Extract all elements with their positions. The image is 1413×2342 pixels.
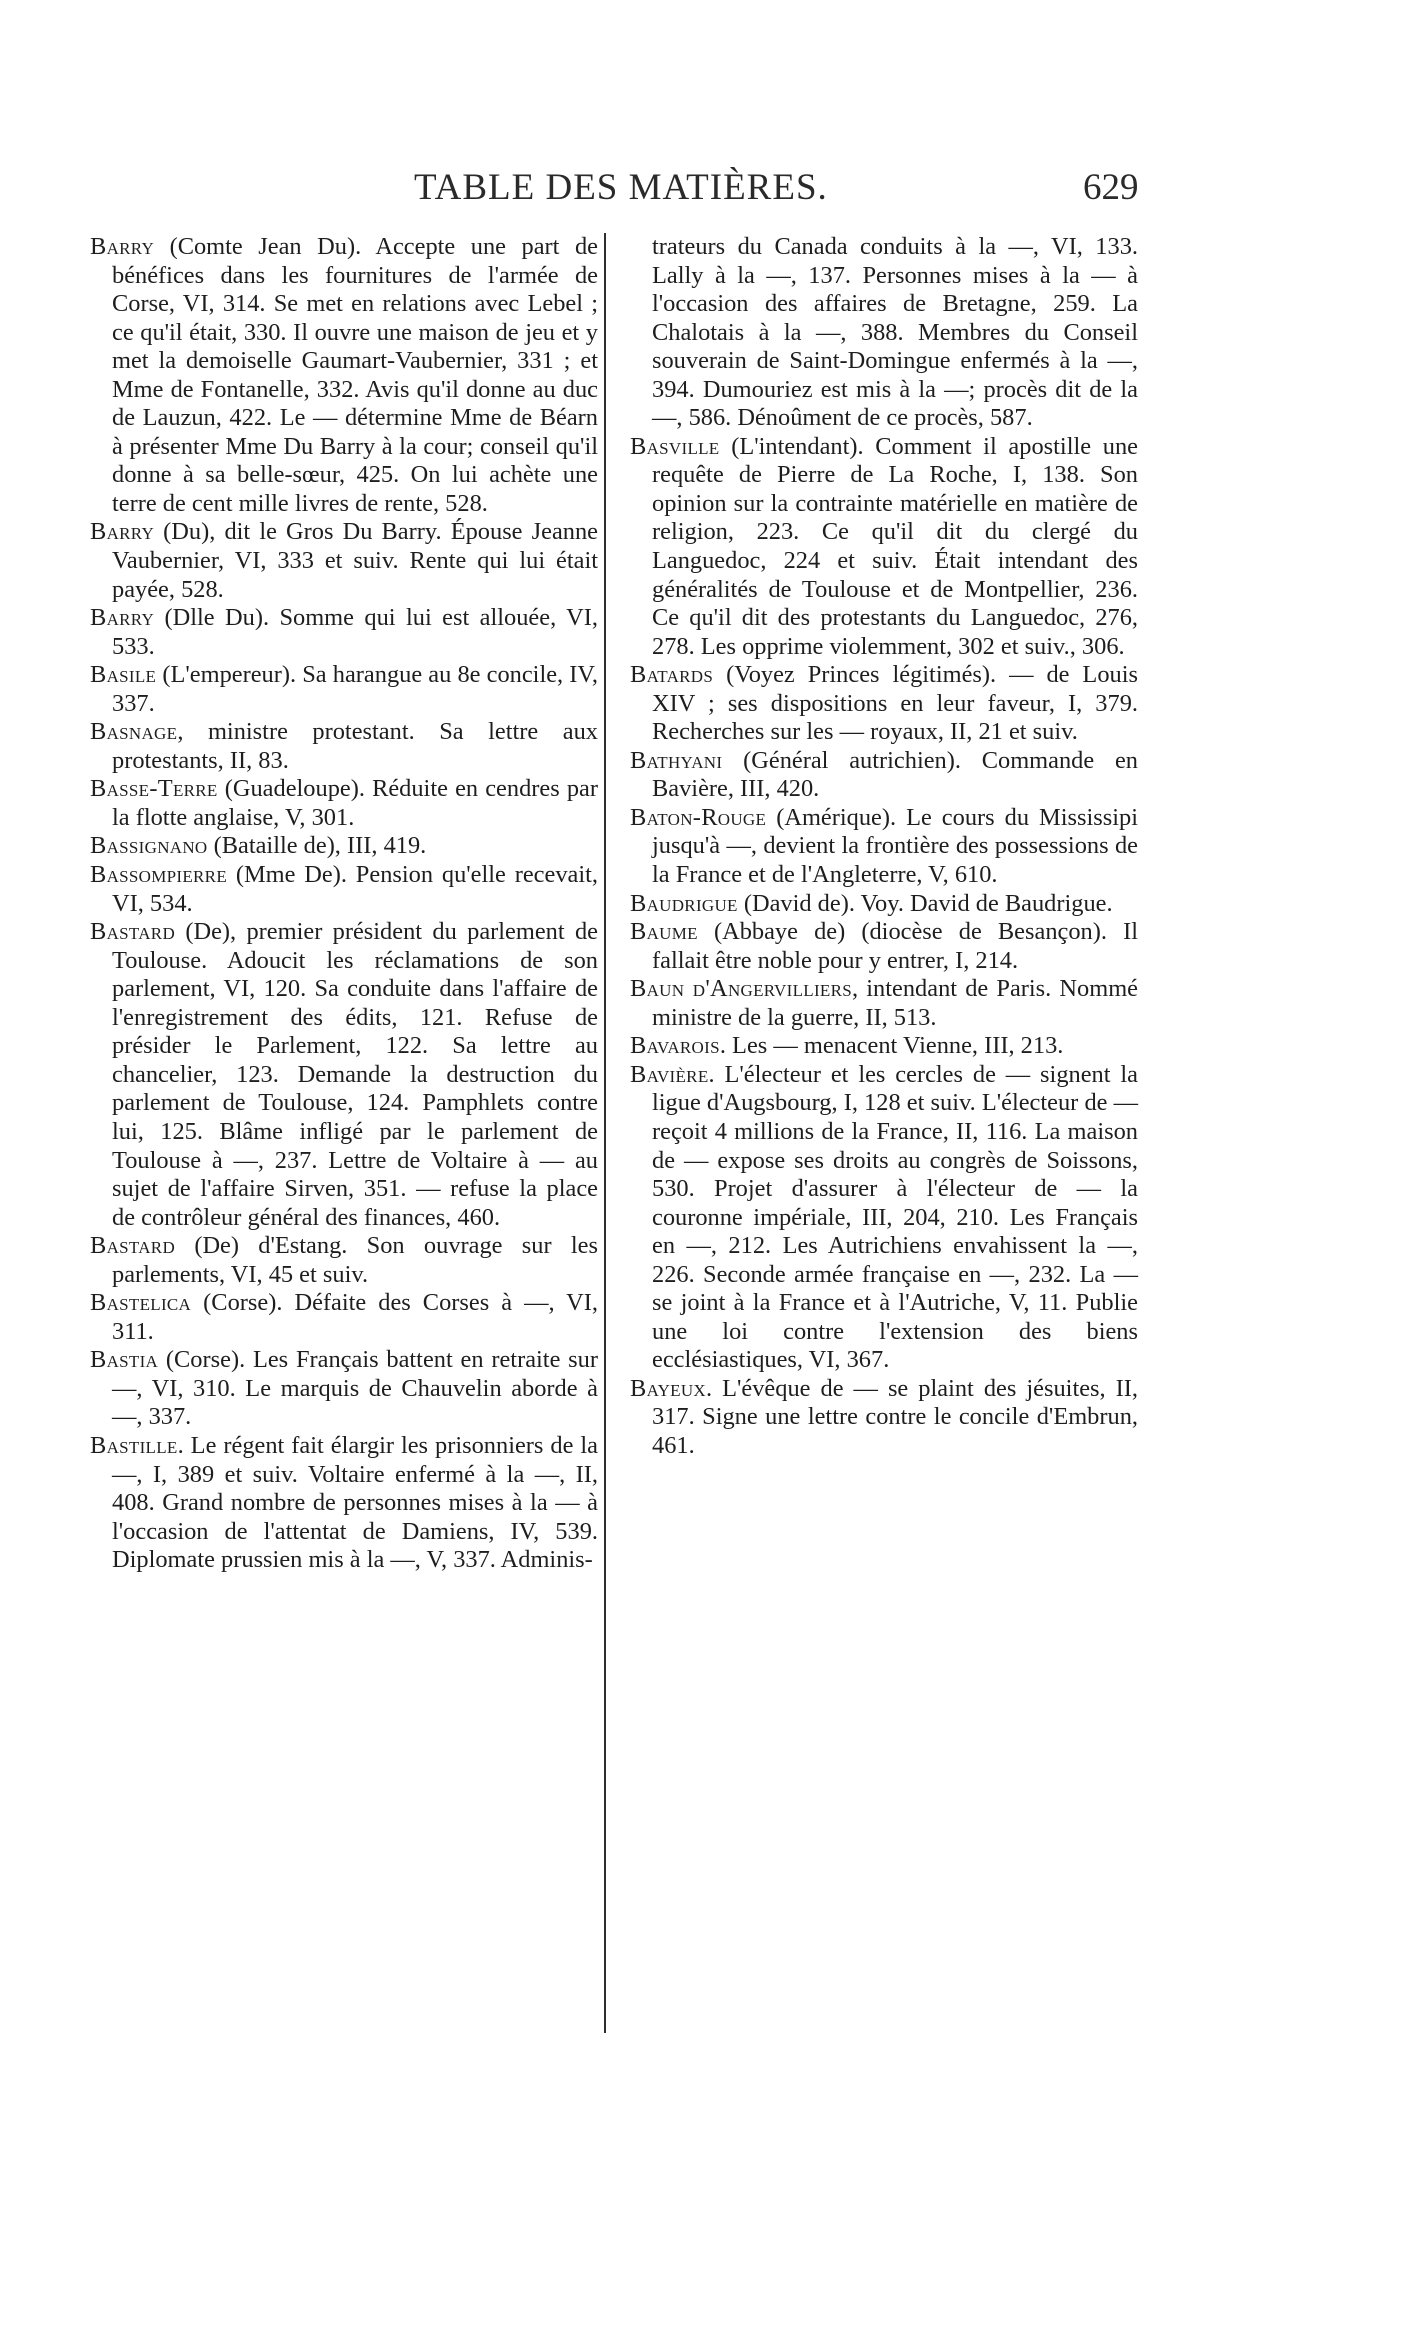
entry-headword: Bastelica: [90, 1289, 192, 1317]
index-entry: [90, 661, 598, 718]
entry-text: (De), premier président du parlement de Toulouse. Adoucit les réclamations de son parlement, VI, 120. Sa conduite dans l'affaire de l'enregistrement des édits, 121. Refuse de présider le Parlement, 122. Sa lettre au chancelier, 123. Demande la destruction du parlement de Toulouse, 124. Pamphlets contre lui, 125. Blâme infligé par le parlement de Toulouse à —, 237. Lettre de Voltaire à — au sujet de l'affaire Sirven, 351. — refuse la place de contrôleur général des finances, 460.: [112, 918, 598, 1231]
index-entry: [90, 1432, 598, 1575]
entry-text: (Amérique). Le cours du Mississipi jusqu'à —, devient la frontière des possessions de la France et de l'Angleterre, V, 610.: [652, 803, 1138, 889]
entry-headword: Bayeux: [630, 1374, 706, 1402]
entry-text: (Comte Jean Du). Accepte une part de bénéfices dans les fournitures de l'armée de Corse, VI, 314. Se met en relations avec Lebel ; ce qu'il était, 330. Il ouvre une maison de jeu et y met la demoiselle Gaumart-Vaubernier, 331 ; et Mme de Fontanelle, 332. Avis qu'il donne au duc de Lauzun, 422. Le — détermine Mme de Béarn à présenter Mme Du Barry à la cour; conseil qu'il donne à sa belle-sœur, 425. On lui achète une terre de cent mille livres de rente, 528.: [112, 233, 598, 517]
entry-headword: Barry: [90, 233, 155, 260]
entry-headword: Basville: [630, 432, 720, 460]
index-entry: [630, 890, 1138, 919]
page-number: 629: [1083, 167, 1139, 208]
index-entry: [630, 433, 1138, 661]
index-entry: [630, 918, 1138, 975]
entry-text: (Mme De). Pension qu'elle recevait, VI, 534.: [112, 861, 598, 917]
index-entry: [90, 1346, 598, 1432]
entry-headword: Bastard: [90, 918, 176, 946]
index-entry: [630, 1375, 1138, 1461]
running-head: [0, 166, 1413, 216]
entry-text: (Dlle Du). Somme qui lui est allouée, VI, 533.: [112, 604, 598, 660]
index-entry: [630, 804, 1138, 890]
entry-headword: Baun d'Angervilliers: [630, 975, 853, 1003]
index-entry: [630, 1032, 1138, 1061]
index-entry: [90, 718, 598, 775]
index-entry: [630, 1061, 1138, 1375]
entry-headword: Baudrigue: [630, 889, 738, 917]
index-entry: [90, 604, 598, 661]
entry-headword: Bathyani: [630, 746, 723, 774]
index-entry: [630, 747, 1138, 804]
left-column: [90, 233, 598, 1575]
entry-text: (Du), dit le Gros Du Barry. Épouse Jeanne Vaubernier, VI, 333 et suiv. Rente qui lui était payée, 528.: [112, 518, 598, 603]
entry-continuation: trateurs du Canada conduits à la —, VI, 133. Lally à la —, 137. Personnes mises à la — à l'occasion des affaires de Bretagne, 259. La Chalotais à la —, 388. Membres du Conseil souverain de Saint-Domingue enfermés à la —, 394. Dumouriez est mis à la —; procès dit de la —, 586. Dénoûment de ce procès, 587.: [652, 233, 1138, 432]
entry-text: (Corse). Les Français battent en retraite sur —, VI, 310. Le marquis de Chauvelin aborde à —, 337.: [112, 1346, 598, 1431]
entry-headword: Basnage: [90, 718, 178, 746]
column-divider: [604, 233, 606, 2033]
entry-text: . L'évêque de — se plaint des jésuites, II, 317. Signe une lettre contre le concile d'Embrun, 461.: [652, 1374, 1138, 1459]
entry-text: (Abbaye de) (diocèse de Besançon). Il fallait être noble pour y entrer, I, 214.: [652, 918, 1138, 974]
entry-text: . Les — menacent Vienne, III, 213.: [719, 1032, 1064, 1060]
entry-text: , ministre protestant. Sa lettre aux protestants, II, 83.: [112, 718, 598, 774]
index-entry: [90, 1289, 598, 1346]
page-title: TABLE DES MATIÈRES.: [414, 167, 828, 208]
entry-headword: Bastille: [90, 1431, 178, 1459]
entry-headword: Bastard: [90, 1232, 176, 1260]
entry-headword: Bastia: [90, 1346, 159, 1374]
entry-headword: Bassignano: [90, 832, 208, 860]
entry-text: (Guadeloupe). Réduite en cendres par la flotte anglaise, V, 301.: [112, 775, 598, 831]
entry-headword: Bassompierre: [90, 861, 228, 889]
right-column: [630, 233, 1138, 1461]
entry-text: , intendant de Paris. Nommé ministre de la guerre, II, 513.: [652, 975, 1138, 1031]
entry-headword: Barry: [90, 604, 155, 632]
index-entry: [90, 233, 598, 518]
index-entry: [90, 832, 598, 861]
entry-headword: Baton-Rouge: [630, 803, 767, 831]
entry-text: . Le régent fait élargir les prisonniers de la —, I, 389 et suiv. Voltaire enfermé à la —, II, 408. Grand nombre de personnes mises à la — à l'occasion de l'attentat de Damiens, IV, 539. Diplomate prussien mis à la —, V, 337. Adminis-: [112, 1431, 598, 1574]
entry-text: . L'électeur et les cercles de — signent la ligue d'Augsbourg, I, 128 et suiv. L'électeur de — reçoit 4 millions de la France, II, 116. La maison de — expose ses droits au congrès de Soissons, 530. Projet d'assurer à l'électeur de — la couronne impériale, III, 204, 210. Les Français en —, 212. Les Autrichiens envahissent la —, 226. Seconde armée française en —, 232. La — se joint à la France et à l'Autriche, V, 11. Publie une loi contre l'extension des biens ecclésiastiques, VI, 367.: [652, 1060, 1138, 1374]
index-entry: [630, 975, 1138, 1032]
index-entry: [90, 1232, 598, 1289]
entry-text: (Général autrichien). Commande en Bavière, III, 420.: [652, 746, 1138, 803]
entry-headword: Basile: [90, 661, 157, 689]
entry-text: (L'empereur). Sa harangue au 8e concile, IV, 337.: [112, 661, 598, 717]
entry-headword: Bavarois: [630, 1032, 720, 1060]
entry-text: (David de). Voy. David de Baudrigue.: [737, 889, 1113, 917]
entry-text: (Corse). Défaite des Corses à —, VI, 311.: [112, 1289, 598, 1345]
index-entry: [90, 918, 598, 1232]
entry-headword: Barry: [90, 518, 155, 546]
entry-text: (Voyez Princes légitimés). — de Louis XIV ; ses dispositions en leur faveur, I, 379. Recherches sur les — royaux, II, 21 et suiv.: [652, 661, 1138, 746]
index-entry: [90, 861, 598, 918]
entry-text: (Bataille de), III, 419.: [207, 832, 427, 860]
entry-text: (L'intendant). Comment il apostille une requête de Pierre de La Roche, I, 138. Son opinion sur la contrainte matérielle en matière de religion, 223. Ce qu'il dit du clergé du Languedoc, 224 et suiv. Était intendant des généralités de Toulouse et de Montpellier, 236. Ce qu'il dit des protestants du Languedoc, 276, 278. Les opprime violemment, 302 et suiv., 306.: [652, 432, 1138, 660]
entry-headword: Baume: [630, 918, 698, 946]
entry-headword: Batards: [630, 661, 714, 689]
entry-headword: Basse-Terre: [90, 775, 218, 803]
entry-headword: Bavière: [630, 1060, 709, 1088]
index-entry: [630, 661, 1138, 747]
entry-text: (De) d'Estang. Son ouvrage sur les parlements, VI, 45 et suiv.: [112, 1232, 598, 1288]
index-entry: [90, 518, 598, 604]
index-entry: [90, 775, 598, 832]
